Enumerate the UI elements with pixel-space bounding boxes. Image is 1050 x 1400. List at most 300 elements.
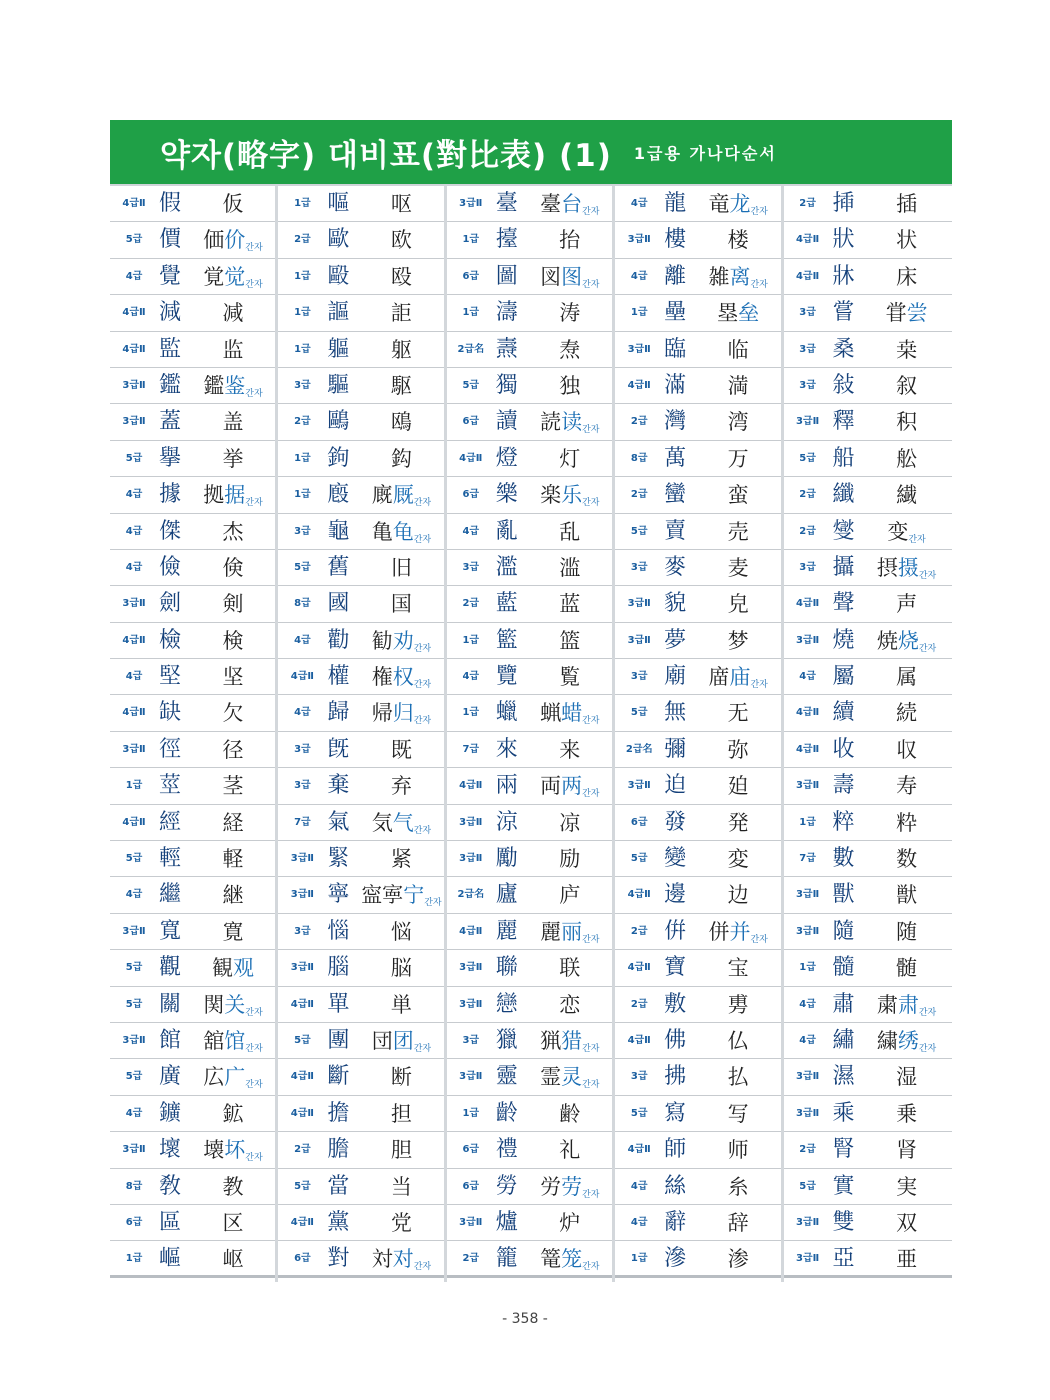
simplified-character: 劳 — [561, 1174, 583, 1199]
abbreviated-character: 滥 — [559, 555, 581, 580]
table-row — [784, 477, 952, 513]
traditional-character: 敎 — [158, 1173, 181, 1199]
abbreviated-character: 监 — [222, 337, 244, 362]
variant-cell — [864, 1132, 950, 1168]
grade-label: 2급 — [799, 489, 816, 501]
table-column — [784, 186, 952, 1282]
grade-label: 2급 — [799, 198, 816, 209]
abbreviated-character: 剣 — [222, 592, 244, 617]
traditional-character: 桑 — [832, 336, 855, 362]
grade-label: 4급Ⅱ — [290, 1071, 314, 1083]
variant-cell — [695, 295, 781, 331]
grade-label: 4급 — [294, 707, 311, 719]
variant-cell — [190, 332, 276, 368]
abbreviated-character: 当 — [390, 1174, 412, 1199]
grade-label: 4급Ⅱ — [290, 671, 314, 683]
grade-label: 4급Ⅱ — [627, 379, 651, 391]
abbreviated-character: 仮 — [222, 192, 244, 216]
traditional-character: 廣 — [158, 1064, 181, 1090]
traditional-character: 敷 — [664, 991, 687, 1017]
abbreviated-character: 励 — [559, 847, 581, 872]
traditional-character: 籠 — [495, 1246, 518, 1272]
abbreviated-character: 随 — [896, 919, 918, 944]
simplified-note-label: 간자 — [413, 825, 432, 836]
variant-cell — [864, 1241, 950, 1277]
abbreviated-character: 插 — [896, 192, 918, 216]
traditional-character: 狀 — [832, 227, 855, 253]
simplified-character: 尝 — [906, 301, 928, 326]
traditional-character: 驅 — [327, 372, 350, 398]
variant-cell — [695, 404, 781, 440]
abbreviated-character: 団 — [371, 1028, 393, 1053]
table-row — [278, 259, 443, 295]
simplified-note-label: 간자 — [918, 570, 937, 581]
variant-cell — [527, 659, 613, 695]
table-row — [447, 1096, 612, 1132]
abbreviated-character: 倹 — [222, 555, 244, 580]
grade-label: 2급 — [630, 416, 648, 428]
abbreviated-character: 軽 — [222, 847, 244, 872]
grade-label: 6급 — [462, 270, 480, 282]
table-row — [784, 514, 952, 550]
variant-cell — [695, 368, 781, 404]
abbreviated-character: 繍 — [876, 1028, 898, 1053]
variant-cell — [695, 987, 781, 1023]
grade-label: 3급Ⅱ — [627, 780, 651, 792]
abbreviated-character: 独 — [559, 373, 581, 398]
traditional-character: 鉤 — [327, 445, 350, 471]
abbreviated-character: 帰 — [371, 701, 393, 726]
abbreviated-character: 鈎 — [390, 446, 412, 471]
grade-label: 5급 — [799, 1180, 816, 1192]
table-row — [110, 586, 275, 622]
grade-label: 1급 — [294, 198, 311, 209]
traditional-character: 歸 — [327, 700, 350, 726]
traditional-character: 鑛 — [158, 1100, 181, 1126]
abbreviated-character: 詎 — [390, 301, 412, 326]
table-row — [615, 186, 780, 222]
traditional-character: 樓 — [664, 227, 687, 253]
grade-label: 3급Ⅱ — [627, 234, 651, 246]
grade-label: 8급 — [125, 1180, 143, 1192]
traditional-character: 館 — [158, 1027, 181, 1053]
grade-label: 1급 — [294, 270, 311, 282]
abbreviated-character: 呕 — [390, 192, 412, 216]
traditional-character: 莖 — [158, 773, 181, 799]
variant-cell — [864, 259, 950, 295]
traditional-character: 隨 — [832, 918, 855, 944]
traditional-character: 讀 — [495, 409, 518, 435]
variant-cell — [695, 1241, 781, 1277]
abbreviated-character: 広 — [203, 1065, 225, 1090]
traditional-character: 傑 — [158, 518, 181, 544]
abbreviated-character: 教 — [222, 1174, 244, 1199]
traditional-character: 臨 — [664, 336, 687, 362]
traditional-character: 輕 — [158, 846, 181, 872]
grade-label: 1급 — [462, 307, 480, 319]
abbreviated-character: 対 — [371, 1247, 393, 1272]
variant-cell — [190, 186, 276, 222]
traditional-character: 纖 — [832, 482, 855, 508]
abbreviated-character: 拠 — [203, 483, 225, 508]
variant-cell — [190, 623, 276, 659]
traditional-character: 涼 — [495, 809, 518, 835]
table-row — [447, 222, 612, 258]
grade-label: 4급Ⅱ — [122, 816, 146, 828]
variant-cell — [358, 1132, 444, 1168]
traditional-character: 覽 — [495, 664, 518, 690]
traditional-character: 鷗 — [327, 409, 350, 435]
abbreviated-character: 皃 — [727, 592, 749, 617]
simplified-note-label: 간자 — [413, 643, 432, 654]
variant-cell — [695, 1205, 781, 1241]
table-row — [447, 259, 612, 295]
abbreviated-character: 积 — [896, 410, 918, 435]
variant-cell — [527, 295, 613, 331]
abbreviated-character: 蓝 — [559, 592, 581, 617]
traditional-character: 歐 — [327, 227, 350, 253]
table-row — [615, 1023, 780, 1059]
abbreviated-character: 収 — [896, 737, 918, 762]
simplified-note-label: 간자 — [413, 680, 432, 691]
table-row — [447, 586, 612, 622]
traditional-character: 國 — [327, 591, 350, 617]
traditional-character: 亞 — [832, 1246, 855, 1272]
abbreviated-character: 鉱 — [222, 1101, 244, 1126]
grade-label: 3급 — [630, 561, 648, 573]
simplified-note-label: 간자 — [582, 1080, 600, 1091]
traditional-character: 徑 — [158, 736, 181, 762]
abbreviated-character: 舩 — [896, 446, 918, 471]
traditional-character: 觀 — [158, 955, 181, 981]
traditional-character: 繡 — [832, 1027, 855, 1053]
traditional-character: 獸 — [832, 882, 855, 908]
table-row — [278, 623, 443, 659]
abbreviated-character: 岖 — [222, 1247, 244, 1272]
variant-cell — [190, 586, 276, 622]
abbreviated-character: 両 — [540, 774, 562, 799]
traditional-character: 籃 — [495, 627, 518, 653]
traditional-character: 賣 — [664, 518, 687, 544]
grade-label: 4급Ⅱ — [290, 998, 314, 1010]
abbreviated-character: 麗 — [540, 919, 562, 944]
abbreviated-character: 悩 — [390, 919, 412, 944]
table-row — [784, 1023, 952, 1059]
table-row — [447, 404, 612, 440]
simplified-character: 厩 — [392, 483, 414, 508]
abbreviated-character: 単 — [390, 992, 412, 1017]
traditional-character: 勸 — [327, 627, 350, 653]
grade-label: 1급 — [630, 307, 648, 319]
abbreviated-character: 无 — [727, 701, 749, 726]
grade-label: 3급 — [799, 561, 816, 573]
traditional-character: 毆 — [327, 263, 350, 289]
variant-cell — [864, 222, 950, 258]
abbreviated-character: 麦 — [727, 555, 749, 580]
traditional-character: 擡 — [495, 227, 518, 253]
traditional-character: 牀 — [832, 263, 855, 289]
table-row — [784, 950, 952, 986]
abbreviated-character: 労 — [540, 1174, 562, 1199]
traditional-character: 揷 — [832, 191, 855, 216]
table-row — [615, 877, 780, 913]
abbreviated-character: 楽 — [540, 483, 562, 508]
simplified-note-label: 간자 — [245, 388, 263, 399]
table-row — [110, 1205, 275, 1241]
table-row — [615, 586, 780, 622]
variant-cell — [527, 586, 613, 622]
variant-cell — [864, 477, 950, 513]
traditional-character: 旣 — [327, 736, 350, 762]
table-column — [447, 186, 615, 1282]
traditional-character: 繼 — [158, 882, 181, 908]
variant-cell — [358, 914, 444, 950]
traditional-character: 黨 — [327, 1209, 350, 1235]
abbreviated-character: 师 — [727, 1138, 749, 1163]
traditional-character: 寬 — [158, 918, 181, 944]
grade-label: 2급 — [799, 525, 816, 537]
grade-label: 3급Ⅱ — [122, 598, 146, 610]
abbreviated-character: 寛 — [222, 919, 244, 944]
abbreviated-character: 猟 — [540, 1028, 562, 1053]
abbreviated-character: 躯 — [390, 337, 412, 362]
grade-label: 3급Ⅱ — [290, 889, 314, 901]
grade-label: 3급Ⅱ — [627, 343, 651, 355]
table-row — [447, 186, 612, 222]
traditional-character: 邊 — [664, 882, 687, 908]
table-title-bar — [110, 120, 952, 186]
variant-cell — [190, 1169, 276, 1205]
table-row — [278, 1132, 443, 1168]
grade-label: 3급Ⅱ — [795, 1253, 820, 1265]
abbreviated-character: 灯 — [559, 446, 581, 471]
table-row — [447, 295, 612, 331]
variant-cell — [864, 1096, 950, 1132]
variant-cell — [527, 222, 613, 258]
table-row — [110, 368, 275, 404]
variant-cell — [864, 404, 950, 440]
abbreviated-character: 旉 — [727, 992, 749, 1017]
abbreviated-character: 検 — [222, 628, 244, 653]
variant-cell — [864, 368, 950, 404]
table-row — [784, 768, 952, 804]
variant-cell — [358, 404, 444, 440]
variant-cell — [190, 914, 276, 950]
abbreviated-character: 覚 — [203, 264, 225, 289]
grade-label: 1급 — [462, 234, 480, 246]
grade-label: 3급Ⅱ — [122, 743, 146, 755]
grade-label: 2급名 — [457, 889, 485, 901]
variant-cell — [695, 1169, 781, 1205]
simplified-note-label: 간자 — [582, 789, 600, 800]
traditional-character: 辭 — [664, 1209, 687, 1235]
variant-cell — [864, 186, 950, 222]
table-row — [110, 332, 275, 368]
simplified-character: 灵 — [561, 1065, 583, 1090]
abbreviated-character: 写 — [727, 1101, 749, 1126]
simplified-character: 图 — [561, 264, 583, 289]
grade-label: 3급Ⅱ — [290, 853, 314, 865]
simplified-note-label: 간자 — [582, 934, 600, 945]
grade-label: 5급 — [125, 998, 143, 1010]
variant-cell — [864, 877, 950, 913]
abbreviated-character: 弃 — [390, 774, 412, 799]
abbreviated-character: 満 — [727, 373, 749, 398]
variant-cell — [527, 732, 613, 768]
grade-label: 1급 — [125, 1253, 143, 1265]
abbreviated-character: 繊 — [896, 483, 918, 508]
variant-cell — [864, 332, 950, 368]
table-row — [447, 1205, 612, 1241]
abbreviated-character: 仏 — [727, 1028, 749, 1053]
variant-cell — [527, 550, 613, 586]
abbreviated-character: 坚 — [222, 665, 244, 690]
table-row — [447, 768, 612, 804]
abbreviated-character: 亀 — [371, 519, 393, 544]
traditional-character: 緊 — [327, 846, 350, 872]
traditional-character: 圖 — [495, 263, 518, 289]
traditional-character: 貌 — [664, 591, 687, 617]
table-row — [784, 877, 952, 913]
simplified-character: 两 — [561, 774, 583, 799]
variant-cell — [358, 186, 444, 222]
traditional-character: 續 — [832, 700, 855, 726]
variant-cell — [527, 1205, 613, 1241]
traditional-character: 對 — [327, 1246, 350, 1272]
abbreviated-character: 欠 — [222, 701, 244, 726]
variant-cell — [358, 368, 444, 404]
variant-cell — [695, 623, 781, 659]
grade-label: 6급 — [630, 816, 648, 828]
traditional-character: 燈 — [495, 445, 518, 471]
traditional-character: 寶 — [664, 955, 687, 981]
abbreviated-character: 寿 — [896, 774, 918, 799]
table-row — [110, 805, 275, 841]
traditional-character: 麗 — [495, 918, 518, 944]
table-row — [784, 186, 952, 222]
grade-label: 5급 — [294, 1180, 311, 1192]
table-row — [278, 1241, 443, 1277]
simplified-character: 笼 — [561, 1247, 583, 1272]
variant-cell — [864, 768, 950, 804]
simplified-note-label: 간자 — [582, 716, 600, 727]
grade-label: 2급 — [462, 1253, 480, 1265]
abbreviated-character: 涛 — [559, 301, 581, 326]
abbreviated-character: 廐 — [371, 483, 393, 508]
abbreviated-character: 弥 — [727, 737, 749, 762]
simplified-note-label: 간자 — [908, 534, 926, 545]
variant-cell — [864, 805, 950, 841]
simplified-character: 对 — [392, 1247, 414, 1272]
abbreviated-character: 舘 — [203, 1028, 225, 1053]
abbreviated-character: 担 — [390, 1101, 412, 1126]
grade-label: 2급 — [630, 489, 648, 501]
variant-cell — [864, 841, 950, 877]
grade-label: 6급 — [125, 1216, 143, 1228]
abbreviated-character: 联 — [559, 956, 581, 981]
grade-label: 5급 — [630, 1107, 648, 1119]
traditional-character: 釋 — [832, 409, 855, 435]
variant-cell — [695, 477, 781, 513]
table-row — [447, 1132, 612, 1168]
simplified-character: 猎 — [561, 1028, 583, 1053]
table-row — [784, 1059, 952, 1095]
grade-label: 3급 — [294, 525, 311, 537]
simplified-note-label: 간자 — [413, 716, 432, 727]
table-row — [615, 1096, 780, 1132]
traditional-character: 迫 — [664, 773, 687, 799]
variant-cell — [695, 1132, 781, 1168]
table-row — [110, 1096, 275, 1132]
abbreviated-character: 竜 — [708, 192, 730, 216]
simplified-character: 价 — [224, 228, 246, 253]
table-row — [110, 550, 275, 586]
traditional-character: 團 — [327, 1027, 350, 1053]
simplified-character: 离 — [729, 264, 751, 289]
grade-label: 7급 — [294, 816, 311, 828]
abbreviated-character: 紧 — [390, 847, 412, 872]
grade-label: 1급 — [125, 780, 143, 792]
traditional-character: 爐 — [495, 1209, 518, 1235]
table-row — [110, 1023, 275, 1059]
grade-label: 6급 — [462, 416, 480, 428]
abbreviated-character: 来 — [559, 737, 581, 762]
table-row — [615, 914, 780, 950]
grade-label: 4급 — [294, 634, 311, 646]
abbreviated-character: 気 — [371, 810, 393, 835]
grade-label: 5급 — [125, 853, 143, 865]
traditional-character: 劍 — [158, 591, 181, 617]
traditional-character: 濕 — [832, 1064, 855, 1090]
traditional-character: 氣 — [327, 809, 350, 835]
grade-label: 2급 — [630, 925, 648, 937]
variant-cell — [358, 768, 444, 804]
traditional-character: 區 — [158, 1209, 181, 1235]
grade-label: 3급 — [294, 379, 311, 391]
table-row — [110, 186, 275, 222]
abbreviated-character: 発 — [727, 810, 749, 835]
table-row — [784, 805, 952, 841]
simplified-note-label: 간자 — [750, 934, 768, 945]
simplified-character: 劝 — [392, 628, 414, 653]
grade-label: 4급 — [799, 998, 816, 1010]
grade-label: 6급 — [462, 1144, 480, 1156]
grade-label: 5급 — [630, 853, 648, 865]
table-row — [278, 768, 443, 804]
table-row — [615, 514, 780, 550]
variant-cell — [695, 805, 781, 841]
variant-cell — [358, 295, 444, 331]
grade-label: 3급Ⅱ — [459, 198, 483, 209]
table-row — [784, 1096, 952, 1132]
abbreviated-character: 抬 — [559, 228, 581, 253]
simplified-note-label: 간자 — [245, 1043, 263, 1054]
simplified-character: 垒 — [738, 301, 760, 326]
traditional-character: 實 — [832, 1173, 855, 1199]
variant-cell — [527, 441, 613, 477]
table-row — [110, 441, 275, 477]
traditional-character: 斷 — [327, 1064, 350, 1090]
grade-label: 3급Ⅱ — [795, 416, 820, 428]
grade-label: 2급名 — [625, 743, 653, 755]
abbreviated-character: 区 — [222, 1210, 244, 1235]
grade-label: 7급 — [462, 743, 480, 755]
grade-label: 3급Ⅱ — [795, 1107, 820, 1119]
table-row — [110, 732, 275, 768]
abbreviated-character: 獣 — [896, 883, 918, 908]
grade-label: 2급 — [294, 416, 311, 428]
table-row — [110, 914, 275, 950]
